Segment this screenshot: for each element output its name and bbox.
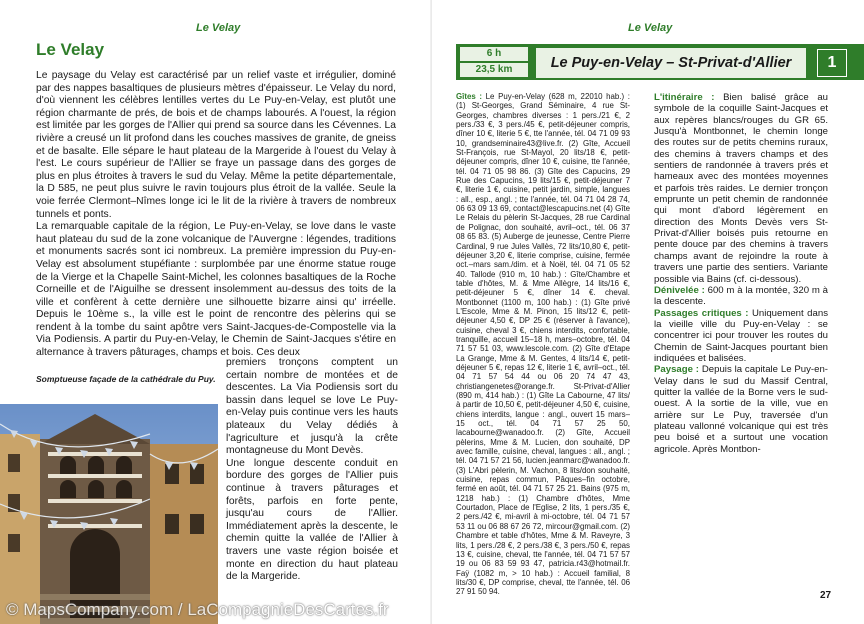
running-head-left: Le Velay — [196, 22, 241, 34]
denivelee-section — [654, 285, 828, 308]
itineraire-section — [654, 92, 828, 285]
cathedral-photo-illustration — [0, 404, 218, 624]
stage-distance: 23,5 km — [460, 63, 528, 77]
copyright-watermark: © MapsCompany.com / LaCompagnieDesCartes.fr — [6, 600, 389, 619]
page-number: 27 — [820, 590, 832, 601]
cathedral-photo — [0, 404, 218, 624]
photo-caption: Somptueuse façade de la cathédrale du Puy. — [36, 374, 216, 384]
intro-text — [36, 70, 396, 360]
passages-label: Passages critiques : — [654, 307, 749, 319]
gites-section — [456, 92, 630, 597]
stage-number: 1 — [817, 49, 847, 77]
paysage-section — [654, 364, 828, 455]
section-title: Le Velay — [36, 40, 105, 59]
right-page — [432, 0, 864, 624]
passages-text: Uniquement dans la vieille ville du Puy-en-Velay : se concentrer ici pour trouver les routes du Chemin de Saint-Jacques pourtant bien indiquées et balisées. — [654, 307, 828, 364]
gites-label: Gîtes : — [456, 92, 483, 101]
itineraire-text: Bien balisé grâce au symbole de la coquille Saint-Jacques et aux repères blancs/rouges du GR 65. Jusqu'à Montbonnet, le chemin longe des routes sur de petits chemins ruraux, des chemins à travers champs et des sentiers de randonnée à travers prés et hameaux avec des montées moyennes et parfois très raides. Le dernier tronçon emprunte un petit chemin de randonnée qui mont d'abord légèrement en direction des Monts Devès vers St-Privat-d'Allier boisés puis retourne en pente douce par des chemins à travers champs avant de rejoindre la route à travers une partie des sentiers. Variante possible via Bains (cf. ci-dessous). — [654, 92, 828, 285]
info-column-2 — [654, 92, 828, 455]
paysage-label: Paysage : — [654, 364, 699, 376]
running-head-right: Le Velay — [628, 22, 673, 34]
intro-paragraph-1: Le paysage du Velay est caractérisé par un relief vaste et irrégulier, dominé par des nappes basaltiques de plusieurs mètres d'épaisseur. Le Velay du nord, d'où viennent les célèbres lentilles vertes du Le Puy-en-Velay, est plutôt une région charmante de prés, de bois et de champs labourés. A l'ouest, la région est limitée par les gorges de l'Allier qui prend sa source dans les Cévennes. La rivière a creusé un lit profond dans les couches massives de granite, de gneiss et de basalte. Elle sépare le haut plateau de la Margeride à l'ouest du Velay à l'est. Le cours supérieur de l'Allier se fraye un passage dans des gorges de plus en plus étroites à travers le sud du Velay. Même la petite départementale, la D 585, ne peut plus suivre le ravin toujours plus étroit de la vallée. Seule la voie ferrée Clermont–Nîmes longe ici le lit de la rivière à travers de nombreux tunnels et ponts. — [36, 70, 396, 220]
itineraire-label: L'itinéraire : — [654, 92, 715, 103]
denivelee-label: Dénivelée : — [654, 284, 705, 296]
intro-paragraph-3: Une longue descente conduit en bordure des gorges de l'Allier puis continue à travers pâturages et forêts, parfois en forte pente, jusqu'au cours de l'Allier. Immédiatement après la descente, le chemin quitte la vallée de l'Allier à travers une vaste région boisée et monte en direction du haut plateau de la Margeride. — [226, 457, 398, 583]
intro-paragraph-2-continued: premiers tronçons comptent un certain nombre de montées et de descentes. La Via Podiensis sort du bassin dans lequel se love Le Puy-en-Velay puis continue vers les hauts plateaux du Velay dédiés à l'agriculture et jusqu'à la crête montagneuse du Mont Devès. — [226, 357, 398, 457]
intro-paragraph-2: La remarquable capitale de la région, Le Puy-en-Velay, se love dans le vaste haut plateau du sud de la zone volcanique de l'Auvergne : légendes, traditions et monuments sacrés sont ici nombreux. La première impression du Puy-en-Velay est absolument stupéfiante : surplombée par une énorme statue rouge de la Vierge et la Chapelle Saint-Michel, les colonnes basaltiques de la Roche Corneille et de l'Aiguilhe se dressent insolemment au-dessus des toits de la ville et confèrent à cette dernière une silhouette bizarre ainsi qu' irréelle. Depuis le 10ème s., la ville est le point de rencontre des pèlerins qui se rendent à la tombe du saint apôtre vers Saint-Jacques-de-Compostelle via la Via Podiensis. A partir du Puy-en-Velay, le Chemin de Saint-Jacques s'étire en alternance à travers pâturages, champs et bois. Ces deux — [36, 221, 396, 359]
stage-title: Le Puy-en-Velay – St-Privat-d'Allier — [536, 48, 806, 78]
info-column-1 — [456, 92, 630, 597]
passages-section — [654, 308, 828, 365]
gites-text: Le Puy-en-Velay (628 m, 22010 hab.) : (1) St-Georges, Grand Séminaire, 4 rue St-Georges, chambres diverses : 1 pers./21 €, 2 pers./33 €, 3 pers./45 €, petit-déjeuner compris, dîner 10 €, literie 5 €, tte l'année, tél. 04 71 09 93 10, grandseminaire43@live.fr. (2) Gîte, Accueil St-François, rue St-Mayol, 20 lits/18 €, petit-déjeuner compris, dîner 10 €, cuisine, tte l'année, tél. 04 71 05 98 86. (3) Gîte des Capucins, 29 Rue des Capucins, 19 lits/15 €, petit-déjeuner 7 €, literie 1 €, cuisine, petit jardin, simple, langues : all., esp., angl. ; tte l'année, tél. 04 71 04 28 74, 06 63 09 13 69, contact@lescapucins.net (4) Gîte Le Relais du pèlerin St-Jacques, 28 rue Cardinal de Polignac, don souhaité, avril–oct., tél. 06 37 08 65 83. (5) Auberge de jeunesse, Centre Pierre Cardinal, 9 rue Jules Vallès, 72 lits/10,80 €, petit-déjeuner 3,20 €, literie comprise, cuisine, fermée oct.–mars sam./dim. et à Noël, tél. 04 71 05 52 40. Tallode (910 m, 10 hab.) : Gîte/Chambre et table d'hôtes, M. & Mme Allègre, 14 lits/16 €, petit-déjeuner 5 €, dîner 14 €. cheval. Montbonnet (1100 m, 100 hab.) : (1) Gîte privé L'Escole, Mme & M. Pinon, 15 lits/12 €, petit-déjeuner 4,50 €, DP 25 € (réserver à l'avance), cuisine, cheval 3 €, chiens interdits, confortable, tranquille, accueil 15–18 h, mars–octobre, tél. 04 71 57 51 03, www.lescole.com. (2) Gîte d'Etape La Grange, Mme & M. Gentes, 4 lits/14 €, petit-déjeuner 5 €, repas 12 €, literie 1 €, avril–oct., tél. 04 71 57 54 44 ou 06 20 74 47 43, christiangenetes@orange.fr. St-Privat-d'Allier (890 m, 414 hab.) : (1) Gîte La Cabourne, 47 lits/à partir de 10,50 €, petit-déjeuner 4,50 €, cuisine, chiens interdits, langue : angl., ouvert 15 mars–15 oct., tél. 04 71 57 25 50, lacabourne@wanadoo.fr. (2) Gîte, Accueil pèlerins, Mme & M. Lucien, don souhaité, DP avec famille, cuisine, cheval, langues : all., angl. ; tél. 04 71 57 21 56, lucien.jeanmarc@wanadoo.fr. (3) L'Abri pèlerin, M. Vachon, 8 lits/don souhaité, cuisine, repas commun, Pâques–fin octobre, fermé en août, tél. 04 71 57 25 21. Bains (975 m, 1218 hab.) : (1) Chambre d'hôtes, Mme Courtadon, Place de l'Eglise, 2 lits, 1 pers./35 €, 2 pers./42 €, mi-avril à mi-octobre, tél. 04 71 57 53 11 ou 06 88 67 26 72, mircour@gmail.com. (2) Chambre et table d'hôtes, Mme & M. Raveyre, 3 lits, 1 pers./28 €, 2 pers./38 €, 3 pers./50 €, repas 13 €, cuisine, cheval, tte l'année, tél. 04 71 57 57 19 ou 06 83 59 93 47, patricia.r43@hotmail.fr. Faÿ (1082 m, > 10 hab.) : Accueil familial, 8 lits/30 €, DP comprise, cheval, tte l'année, tél. 06 27 91 50 94. — [456, 92, 630, 597]
paysage-text: Depuis la capitale Le Puy-en-Velay dans le sud du Massif Central, quitter la vallée de la Borne vers le sud-ouest. A la sortie de la ville, vue en arrière sur Le Puy, traversée d'un plateau vallonné volcanique qui est très peu boisé et a surtout une vocation agricole. Après Montbon- — [654, 364, 828, 455]
denivelee-text: 600 m à la montée, 320 m à la descente. — [654, 284, 828, 308]
wrapped-text-column — [226, 357, 398, 584]
stage-duration: 6 h — [460, 47, 528, 61]
